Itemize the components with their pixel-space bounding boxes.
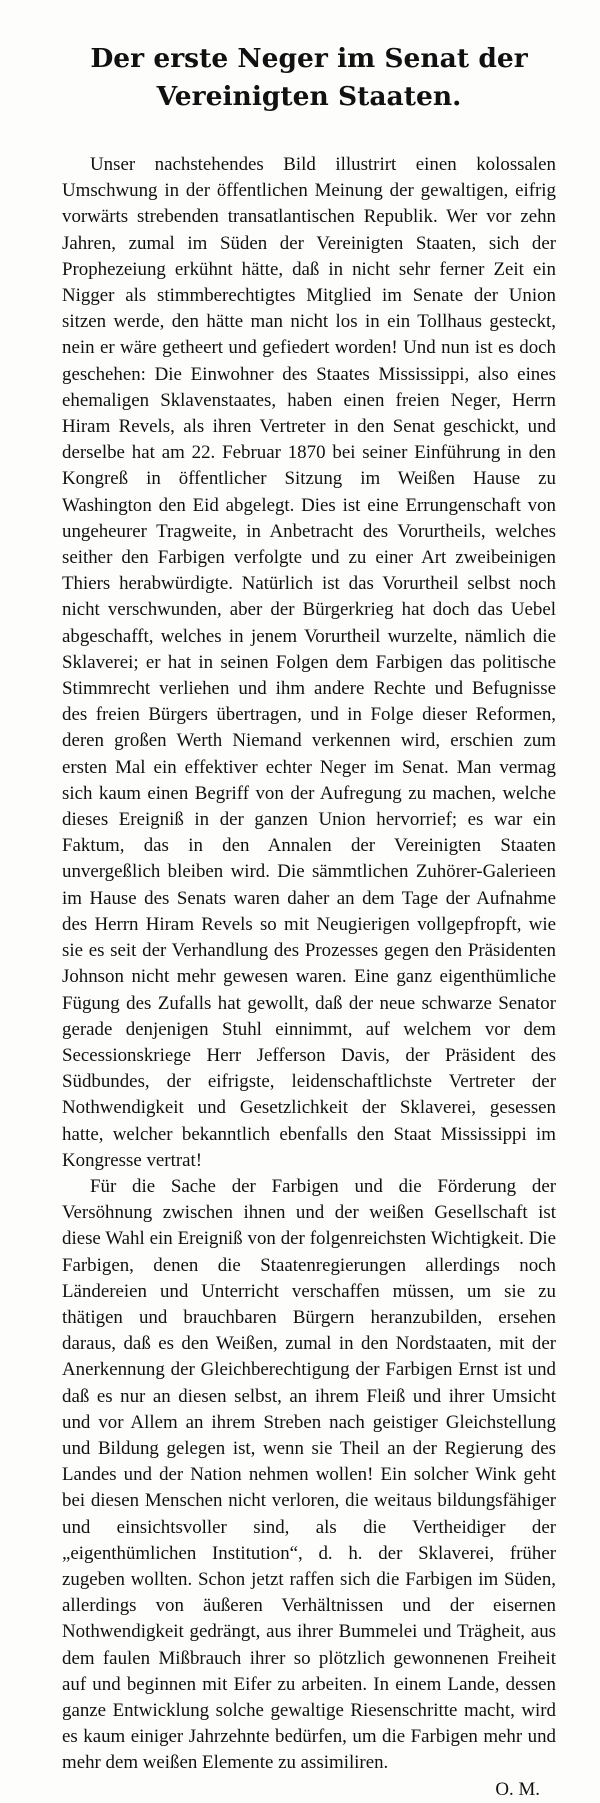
article-body (62, 152, 556, 1803)
article-title: Der erste Neger im Senat der Vereinigten Staaten. (90, 43, 528, 112)
author-signature: O. M. (495, 1778, 540, 1800)
article-paragraph-2: Für die Sache der Farbigen und die Förderung der Versöhnung zwischen ihnen und der weißen Gesellschaft ist diese Wahl ein Ereigniß von der folgenreichsten Wichtigkeit. Die Farbigen, denen die Staatenregierungen allerdings noch Ländereien und Unterricht verschaffen müssen, um sie zu thätigen und brauchbaren Bürgern heranzubilden, ersehen daraus, daß es den Weißen, zumal in den Nordstaaten, mit der Anerkennung der Gleichberechtigung der Farbigen Ernst ist und daß es nur an diesen selbst, an ihrem Fleiß und ihrer Umsicht und vor Allem an ihrem Streben nach geistiger Gleichstellung und Bildung gelegen ist, wenn sie Theil an der Regierung des Landes und der Nation nehmen wollen! Ein solcher Wink geht bei diesen Menschen nicht verloren, die weitaus bildungsfähiger und einsichtsvoller sind, als die Vertheidiger der „eigenthümlichen Institution“, d. h. der Sklaverei, früher zugeben wollten. Schon jetzt raffen sich die Farbigen im Süden, allerdings von äußeren Verhältnissen und der eisernen Nothwendigkeit gedrängt, aus ihrer Bummelei und Trägheit, aus dem faulen Mißbrauch ihrer so plötzlich gewonnenen Freiheit auf und beginnen mit Eifer zu arbeiten. In einem Lande, dessen ganze Entwicklung solche gewaltige Riesenschritte macht, wird es kaum einiger Jahrzehnte bedürfen, um die Farbigen mehr und mehr dem weißen Elemente zu assimiliren. (62, 1175, 556, 1774)
article-paragraph-1: Unser nachstehendes Bild illustrirt einen kolossalen Umschwung in der öffentlichen Meinung der gewaltigen, eifrig vorwärts strebenden transatlantischen Republik. Wer vor zehn Jahren, zumal im Süden der Vereinigten Staaten, sich der Prophezeiung erkühnt hätte, daß in nicht sehr ferner Zeit ein Nigger als stimmberechtigtes Mitglied im Senate der Union sitzen werde, den hätte man nicht los in ein Tollhaus gesteckt, nein er wäre getheert und gefiedert worden! Und nun ist es doch geschehen: Die Einwohner des Staates Mississippi, also eines ehemaligen Sklavenstaates, haben einen freien Neger, Herrn Hiram Revels, als ihren Vertreter in den Senat geschickt, und derselbe hat am 22. Februar 1870 bei seiner Einführung in den Kongreß in öffentlicher Sitzung im Weißen Hause zu Washington den Eid abgelegt. Dies ist eine Errungenschaft von ungeheurer Tragweite, in Anbetracht des Vorurtheils, welches seither den Farbigen verfolgte und zu einer Art zweibeinigen Thiers herabwürdigte. Natürlich ist das Vorurtheil selbst noch nicht verschwunden, aber der Bürgerkrieg hat doch das Uebel abgeschafft, welches in jenem Vorurtheil wurzelte, nämlich die Sklaverei; er hat in seinen Folgen dem Farbigen das politische Stimmrecht verliehen und ihm andere Rechte und Befugnisse des freien Bürgers übertragen, und in Folge dieser Reformen, deren großen Werth Niemand verkennen wird, erschien zum ersten Mal ein effektiver echter Neger im Senat. Man vermag sich kaum einen Begriff von der Aufregung zu machen, welche dieses Ereigniß in der ganzen Union hervorrief; es war ein Faktum, das in den Annalen der Vereinigten Staaten unvergeßlich bleiben wird. Die sämmtlichen Zuhörer-Galerieen im Hause des Senats waren daher an dem Tage der Aufnahme des Herrn Hiram Revels so mit Neugierigen vollgepfropft, wie sie es seit der Verhandlung des Prozesses gegen den Präsidenten Johnson nicht mehr gewesen waren. Eine ganz eigenthümliche Fügung des Zufalls hat gewollt, daß der neue schwarze Senator gerade denjenigen Stuhl einnimmt, auf welchem vor dem Secessionskriege Herr Jefferson Davis, der Präsident des Südbundes, der eifrigste, leidenschaftlichste Vertreter der Nothwendigkeit und Gesetzlichkeit der Sklaverei, gesessen hatte, welcher bekanntlich ebenfalls den Staat Mississippi im Kongresse vertrat! (62, 154, 556, 1171)
